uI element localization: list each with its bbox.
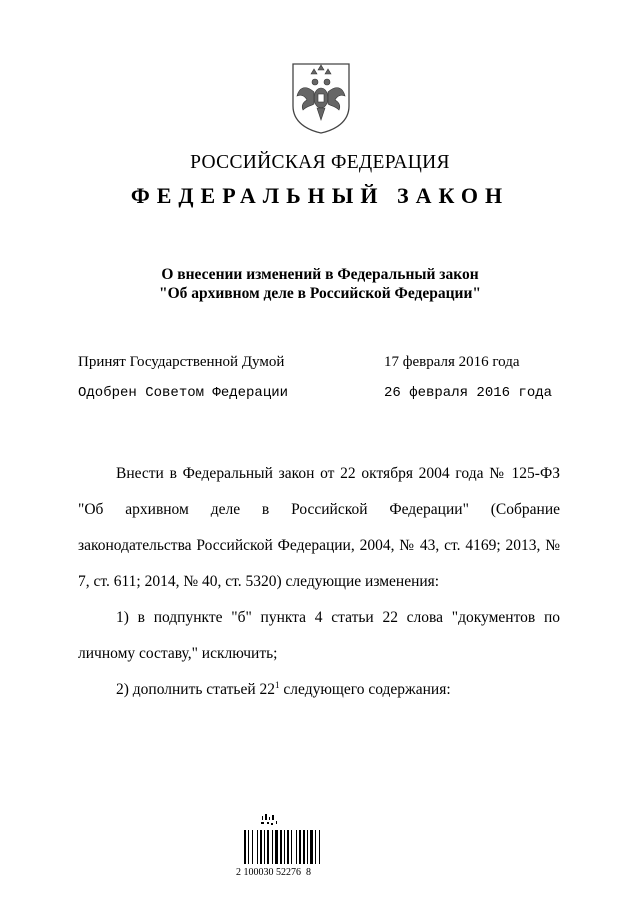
- barcode-bar: [252, 830, 253, 864]
- barcode-bar: [303, 830, 305, 864]
- council-approval-date: 26 февраля 2016 года: [384, 385, 553, 401]
- barcode-bar: [296, 830, 297, 864]
- barcode-bar: [287, 830, 289, 864]
- barcode-bar: [307, 830, 308, 864]
- barcode-bar: [280, 830, 282, 864]
- barcode-bar: [315, 830, 316, 864]
- duma-adoption-date: 17 февраля 2016 года: [384, 354, 520, 370]
- barcode-bar: [267, 830, 269, 864]
- coat-of-arms-icon: [289, 62, 353, 135]
- barcode-bar: [260, 830, 262, 864]
- barcode-bar: [299, 830, 301, 864]
- barcode-bar: [248, 830, 249, 864]
- law-body: [78, 456, 560, 708]
- barcode-bar: [275, 830, 278, 864]
- law-subject-line-2: "Об архивном деле в Российской Федерации": [158, 285, 482, 302]
- body-paragraph-3-start: 2) дополнить статьей 22: [116, 681, 276, 698]
- barcode-bar: [291, 830, 292, 864]
- body-paragraph-3: [78, 672, 560, 708]
- duma-adoption-label: Принят Государственной Думой: [78, 354, 285, 370]
- barcode-bar: [319, 830, 320, 864]
- law-type-title: ФЕДЕРАЛЬНЫЙ ЗАКОН: [130, 183, 510, 208]
- barcode-bar: [272, 830, 273, 864]
- barcode-bars: [244, 830, 320, 864]
- body-paragraph-1: Внести в Федеральный закон от 22 октября 2004 года № 125-ФЗ "Об архивном деле в Российской Федерации" (Собрание законодательства Российской Федерации, 2004, № 43, ст. 4169; 2013, № 7, ст. 611; 2014, № 40, ст. 5320) следующие изменения:: [78, 465, 560, 590]
- law-subject: [0, 265, 640, 303]
- article-superscript: 1: [275, 680, 280, 690]
- barcode-bar: [284, 830, 285, 864]
- country-name: РОССИЙСКАЯ ФЕДЕРАЦИЯ: [190, 152, 450, 173]
- barcode-bar: [264, 830, 265, 864]
- barcode-icon: [240, 814, 350, 870]
- council-approval-label: Одобрен Советом Федерации: [78, 385, 289, 401]
- law-subject-line-1: О внесении изменений в Федеральный закон: [161, 266, 479, 283]
- barcode-bar: [310, 830, 313, 864]
- body-paragraph-3-end: следующего содержания:: [279, 681, 451, 698]
- barcode-bar: [244, 830, 246, 864]
- barcode-bar: [257, 830, 258, 864]
- body-paragraph-2: 1) в подпункте "б" пункта 4 статьи 22 слова "документов по личному составу," исключить;: [78, 609, 560, 662]
- barcode-number: 2 100030 52276 8: [236, 867, 311, 878]
